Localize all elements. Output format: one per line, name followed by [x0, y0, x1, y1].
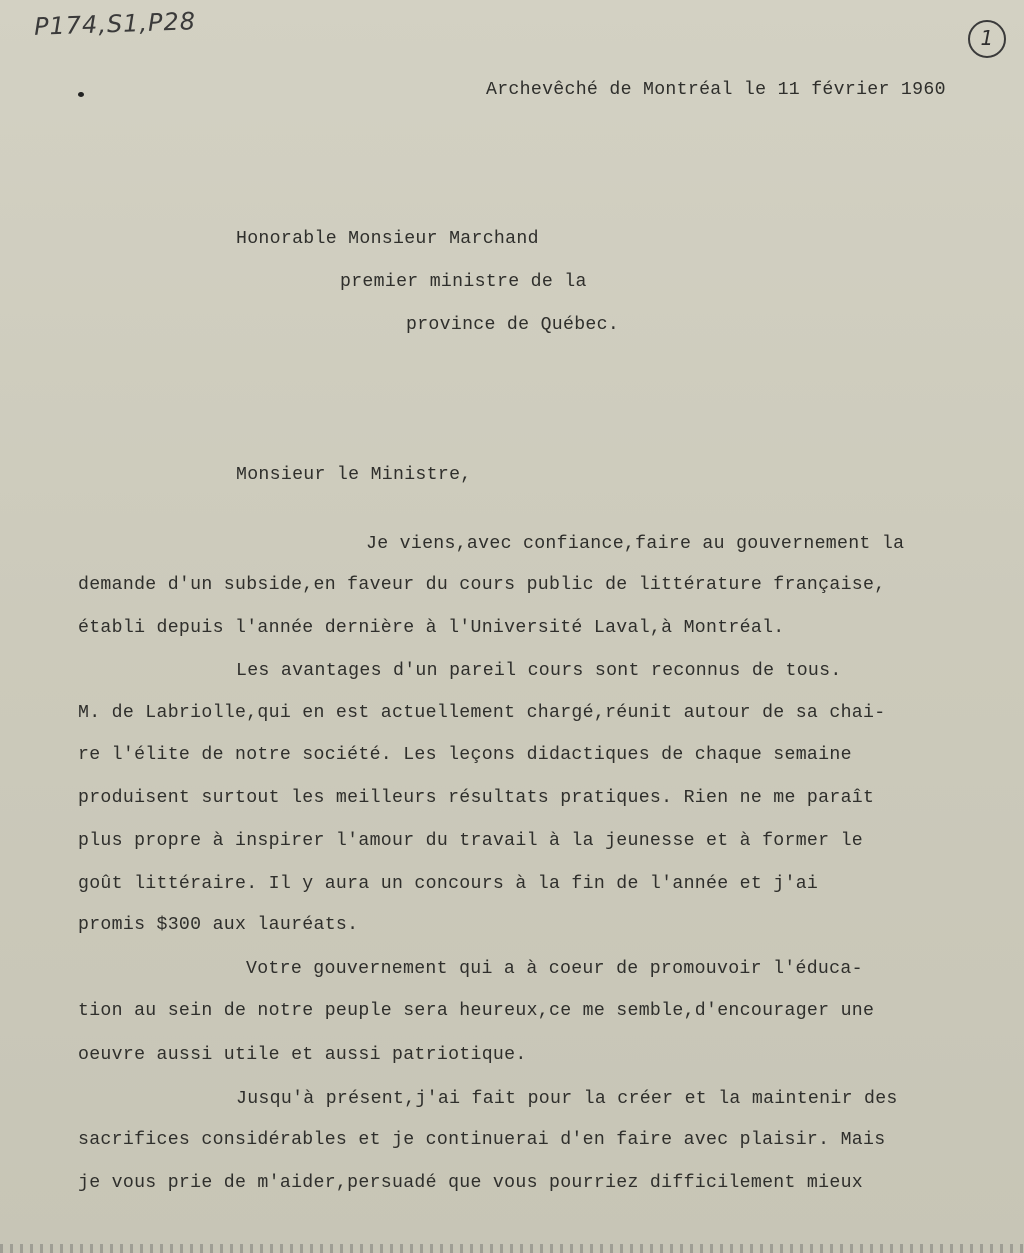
body-line: je vous prie de m'aider,persuadé que vous pourriez difficilement mieux: [78, 1173, 863, 1193]
ink-mark: [78, 92, 84, 97]
body-line: re l'élite de notre société. Les leçons didactiques de chaque semaine: [78, 745, 852, 765]
archive-reference: P174,S1,P28: [33, 7, 197, 41]
addressee-line-1: Honorable Monsieur Marchand: [236, 229, 539, 249]
body-line: Jusqu'à présent,j'ai fait pour la créer et la maintenir des: [236, 1089, 898, 1109]
page-number-circle: 1: [968, 20, 1006, 58]
body-line: Je viens,avec confiance,faire au gouvernement la: [366, 534, 905, 554]
body-line: Les avantages d'un pareil cours sont reconnus de tous.: [236, 661, 842, 681]
salutation: Monsieur le Ministre,: [236, 465, 472, 485]
body-line: sacrifices considérables et je continuerai d'en faire avec plaisir. Mais: [78, 1130, 886, 1150]
body-line: tion au sein de notre peuple sera heureux,ce me semble,d'encourager une: [78, 1001, 875, 1021]
body-line: produisent surtout les meilleurs résultats pratiques. Rien ne me paraît: [78, 788, 875, 808]
page-edge-marks: [0, 1244, 1024, 1253]
body-line: goût littéraire. Il y aura un concours à la fin de l'année et j'ai: [78, 874, 819, 894]
body-line: oeuvre aussi utile et aussi patriotique.: [78, 1045, 527, 1065]
body-line: demande d'un subside,en faveur du cours public de littérature française,: [78, 575, 886, 595]
body-line: promis $300 aux lauréats.: [78, 915, 359, 935]
dateline: Archevêché de Montréal le 11 février 1960: [486, 80, 946, 100]
body-line: M. de Labriolle,qui en est actuellement chargé,réunit autour de sa chai-: [78, 703, 886, 723]
body-line: établi depuis l'année dernière à l'Université Laval,à Montréal.: [78, 618, 785, 638]
body-line: plus propre à inspirer l'amour du travail à la jeunesse et à former le: [78, 831, 863, 851]
body-line: Votre gouvernement qui a à coeur de promouvoir l'éduca-: [246, 959, 863, 979]
addressee-line-2: premier ministre de la: [340, 272, 587, 292]
addressee-line-3: province de Québec.: [406, 315, 620, 335]
